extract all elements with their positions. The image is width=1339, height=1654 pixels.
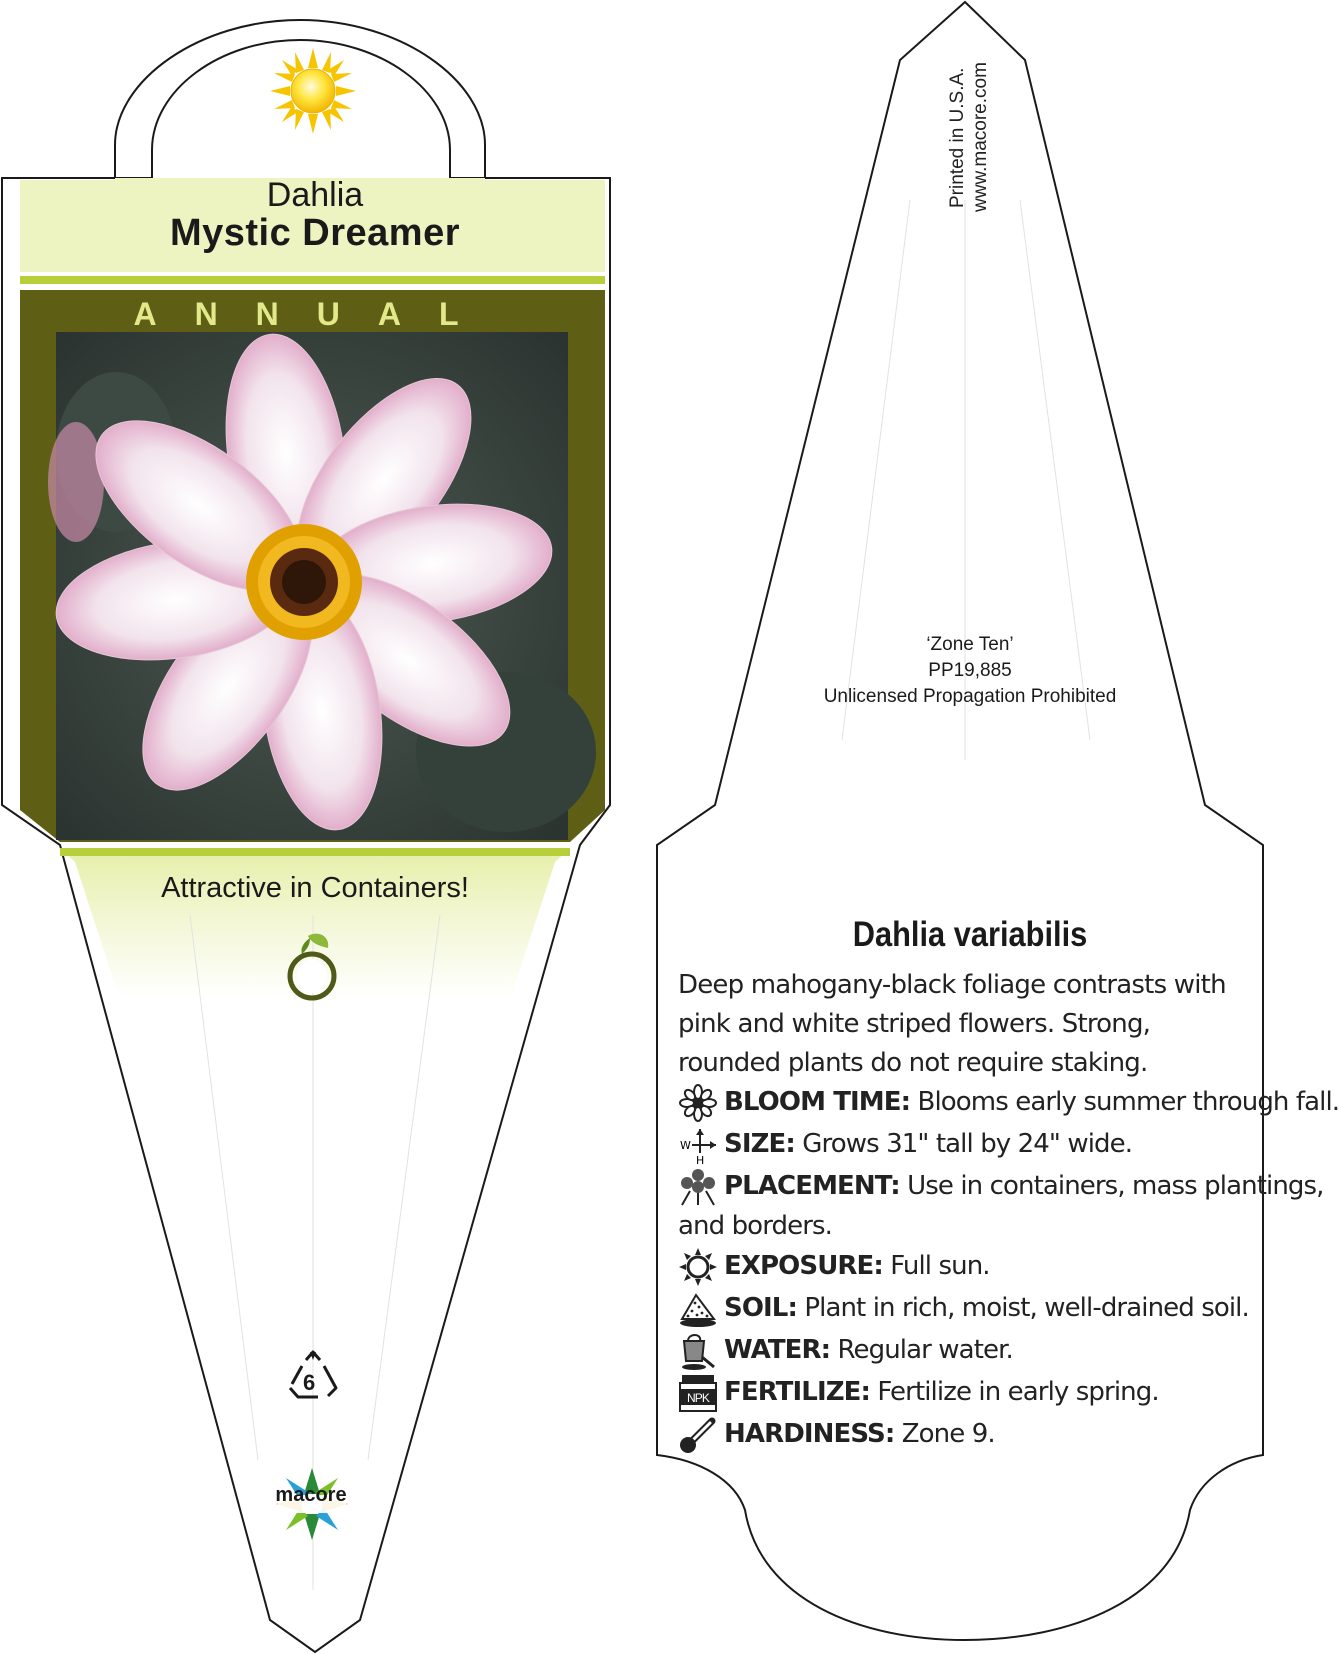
tagline: Attractive in Containers! [161, 872, 469, 904]
attr-size [678, 1124, 1258, 1167]
propagation-notice: Unlicensed Propagation Prohibited [823, 686, 1117, 707]
fertilize-value: Fertilize in early spring. [877, 1377, 1159, 1407]
placement-value: Use in containers, mass plantings, [907, 1171, 1324, 1201]
water-value: Regular water. [837, 1335, 1013, 1365]
placement-icon [678, 1167, 718, 1207]
sun-exposure-icon [678, 1247, 718, 1287]
size-h-letter: H [696, 1153, 704, 1167]
attr-fertilize [678, 1372, 1258, 1412]
website: www.macore.com [970, 62, 991, 212]
soil-icon [678, 1289, 718, 1329]
bloom-time-value: Blooms early summer through fall. [917, 1087, 1339, 1117]
attr-bloom-time [678, 1082, 1339, 1122]
printed-in: Printed in U.S.A. [947, 67, 968, 208]
attr-hardiness [678, 1414, 1258, 1454]
fertilize-label: FERTILIZE: [724, 1377, 871, 1407]
recycle-code: 6 [303, 1370, 316, 1395]
hardiness-label: HARDINESS: [724, 1419, 895, 1449]
botanical-name: Dahlia variabilis [852, 915, 1088, 954]
bloom-time-label: BLOOM TIME: [724, 1087, 911, 1117]
attr-exposure [678, 1246, 1258, 1286]
watering-can-icon [678, 1331, 718, 1371]
npk-icon [678, 1373, 718, 1413]
plant-genus: Dahlia [266, 176, 364, 214]
size-value: Grows 31" tall by 24" wide. [802, 1129, 1133, 1159]
plant-description: Deep mahogany-black foliage contrasts with pink and white striped flowers. Strong, rounded plants do not require staking. [678, 970, 1226, 1078]
soil-label: SOIL: [724, 1293, 797, 1323]
patent-number: PP19,885 [928, 660, 1012, 681]
placement-value-cont: and borders. [678, 1211, 833, 1241]
container-icon [284, 930, 340, 1002]
size-icon [678, 1125, 718, 1165]
size-label: SIZE: [724, 1129, 795, 1159]
water-label: WATER: [724, 1335, 831, 1365]
size-w-letter: W [680, 1138, 690, 1152]
attr-placement [678, 1166, 1324, 1206]
flower-photo [56, 332, 568, 840]
npk-text: NPK [687, 1390, 709, 1405]
placement-label: PLACEMENT: [724, 1171, 900, 1201]
brand-name: macore [275, 1484, 347, 1506]
hardiness-value: Zone 9. [901, 1419, 995, 1449]
exposure-label: EXPOSURE: [724, 1251, 883, 1281]
plant-cultivar: Mystic Dreamer [169, 212, 461, 254]
flower-icon [678, 1083, 718, 1123]
attr-soil [678, 1288, 1258, 1328]
soil-value: Plant in rich, moist, well-drained soil. [804, 1293, 1249, 1323]
exposure-value: Full sun. [890, 1251, 990, 1281]
plant-category: ANNUAL [133, 296, 497, 332]
thermometer-icon [678, 1415, 718, 1455]
sun-icon [268, 46, 358, 136]
variety-name: ‘Zone Ten’ [926, 634, 1014, 655]
attr-water [678, 1330, 1258, 1370]
